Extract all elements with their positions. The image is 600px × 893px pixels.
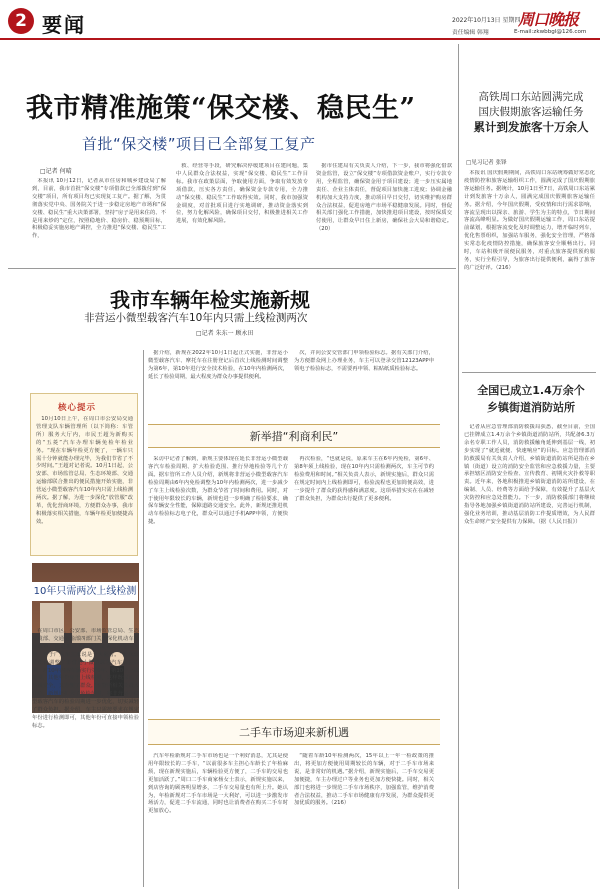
email-line: E-mail:zkwbbgl@126.com — [514, 29, 587, 35]
car-column-c: 采访中记者了解到，新规主要体现在延长非营运小微型载客汽车检验周期、扩大检验范围、推行异地检验等几个方面。据车管所工作人员介绍，新规将非营运小微型载客汽车检验周期由6年内免检调整为10年内检测两次，进一步减少了车主上线检验次数，为群众节省了时间和费用。同时，对于使用年限较长的车辆，新规也进一步明确了检验要求，确保车辆安全性能，保障道路交通安全。此外，新规还推进机动车检验标志电子化，群众可以通过手机APP申领，方便快捷。 — [148, 456, 288, 526]
sidebar-bottom-title-line-1: 全国已成立1.4万余个 — [477, 384, 585, 397]
core-tip-text: 10月10日上午，在周口市公安局交通管理支队车辆管理所（以下简称：车管所）服务大厅内，市民王超为新购买的“五菱”汽车办理车辆免检年检业务。“现在车辆年检更方便了，一辆车只需十分钟就能办理完毕，为我们节省了不少时间。”王超对记者说。10月1日起，公安部、市场监管总局、生态环境部、交通运输部联合推出的便民措施开始实施，非营运小微型载客汽车10年内只需上线检测两次。据了解，为进一步深化“放管服”改革，优化营商环境，方便群众办事，我市积极落实相关措施，车辆年检更加便捷高效。 — [36, 416, 133, 525]
car-column-d: 再次检验，“也就是说，原来车主在6年内免检，第6年、第8年须上线检验，现在10年内只需检测两次，车主可节约检验费用和时间。”相关负责人表示，新规实施后，群众只需在规定时间内上线检测即可，检验流程也更加简便高效，进一步提升了群众的获得感和满意度。这项举措实实在在减轻了群众负担，为群众出行提供了更多便利。 — [294, 456, 434, 502]
header-rule — [0, 38, 600, 40]
car-headline: 我市车辆年检实施新规 — [110, 288, 310, 312]
subhead-new-measures-text: 新举措“利商利民” — [249, 430, 339, 443]
car-subheadline: 非营运小微型载客汽车10年内只需上线检测两次 — [84, 312, 308, 324]
date-line: 2022年10月13日 星期四 — [452, 17, 521, 24]
lead-bottom-rule — [8, 268, 456, 269]
lead-column-2: 救、经营等手段，研究解决停缓建项目在建问题，集中人民群众合法权益，实现“保交楼、稳民生”工作目标。我市在政策层面，争取使用方面，争取有效发放专项借款，压实各方责任，确保资金专款专用，全力推动“保交楼、稳民生”工作取得实效。同时，我市加强资金调度，对首批项目进行实地调研，推动资金落实到位，努力化解风险，确保项目交付，积极推进相关工作进展，有效化解风险。 — [176, 163, 308, 225]
lead-subheadline: 首批“保交楼”项目已全部复工复产 — [82, 135, 316, 153]
car-column-b: 次，并向公安交管部门申领检验标志。据有关部门介绍，为方便群众网上办理业务，车主可以登录交管12123APP申领电子检验标志，不需要再申领、粘贴纸质检验标志。 — [294, 350, 434, 372]
car-column-f: 汽车年检新规对二手车市场也是一个利好消息，尤其是使用年限较长的二手车，“以前很多车主担心车龄长了年检麻烦，现在新规实施后，车辆检验更方便了，二手车的交易也更加活跃了。”周口二手车商家杨女士表示，新规实施以来，到店咨询的顾客明显增多，二手车交易量也有所上升。她认为，年检新规对二手车市场是一大利好，可以进一步激发市场活力，促进二手车流通，同时也让消费者在购买二手车时更加放心。 — [148, 753, 288, 815]
lead-headline: 我市精准施策“保交楼、稳民生” — [26, 93, 416, 124]
subhead-used-car-text: 二手车市场迎来新机遇 — [239, 726, 349, 739]
page-number-badge: 2 — [8, 8, 34, 34]
editor-line: 责任编辑 韩翔 — [452, 30, 489, 36]
car-column-e: 在周口市区，公安部、市场监管总局、生态环境部、交通运输部四部门关于深化机动车检验改革、推进机动车检验便民利民措施的实施，对于广大车主来说是一大福音。“此次改革优化调整了非营运小微型载客汽车检验周期，对10年内的车辆实行第6年、第10年上线检测，其他年份免于上线检测，这样既保证了车辆安全，又方便了群众。”车管所相关负责人介绍，新规还扩大了免检范围，将非营运小微型载客汽车的检验周期进一步优化，切实减轻了群众负担。据介绍，车主只需按要求在规定年份进行检测即可，其他年份可直接申领检验标志。 — [32, 628, 139, 729]
sidebar-top-title — [466, 90, 596, 135]
car-story-left-rule — [143, 350, 144, 887]
sidebar-top-body: 本报讯 国庆假期期间，高铁周口东站统筹做好常态化疫情防控和旅客运输组织工作，圆满完成了国庆假期旅客运输任务。据统计，10月1日至7日，高铁周口东站累计到发旅客十万余人，圆满完成国庆假期旅客运输任务。据介绍，今年国庆假期，受疫情和出行需求影响，客流呈现出以探亲、旅游、学生为主的特点，节日期间客流高峰明显。为做好国庆假期运输工作，周口东站提前谋划，根据客流变化及时调整运力，增开临时列车，优化售票组织，加强站车服务，强化安全管理，严格落实常态化疫情防控措施，确保旅客安全顺畅出行。同时，车站积极开展便民服务，对重点旅客提供预约服务，实行全程引导，为旅客出行提供便利，赢得了旅客的广泛好评。（216） — [464, 170, 595, 271]
lead-column-3: 据市住建局有关负责人介绍，下一步，我市将强化借款资金监管，设立“保交楼”专项借款资金账户，实行专款专用，全程监管，确保资金用于项目建设；进一步压实属地责任、企业主体责任，督促项目加快施工进度；协调金融机构加大支持力度，推动项目早日交付，切实维护购房群众合法权益，促进房地产市场平稳健康发展。同时，督促相关部门强化工作措施，加快推进项目建设，按时保质交付使用，让群众早日住上新房，确保社会大局和谐稳定。（20） — [316, 163, 452, 233]
sidebar-top-title-line-3: 累计到发旅客十万余人 — [473, 120, 589, 134]
brand-logo: 周口晚报 — [518, 10, 579, 29]
lead-byline: □记者 何晴 — [40, 168, 72, 175]
sidebar-bottom-title — [466, 382, 596, 416]
sidebar-top-byline: □见习记者 张锋 — [466, 160, 507, 166]
subhead-ten-years: 10年只需两次上线检测 — [32, 582, 138, 601]
car-column-g: “随着车龄10年检测两次，15年以上一年一检政策的推出，将更加方便使用周期较长的车辆，对于二手车市场来说，是非常好的机遇。”据介绍，新规实施后，二手车交易更加便捷，车主办理过户等业务也更加方便快捷。同时，相关部门也将进一步规范二手车市场秩序，加强监管，维护消费者合法权益，推动二手车市场健康有序发展，为群众提供更加优质的服务。（216） — [294, 753, 434, 807]
car-byline: □记者 朱东一 顾永田 — [196, 330, 254, 337]
core-tip-label: 核心提示 — [58, 403, 97, 413]
sidebar-bottom-title-line-2: 乡镇街道消防站所 — [487, 401, 575, 414]
car-column-a: 据介绍，新规在2022年10月1日起正式实施，非营运小微型载客汽车、摩托车在注册登记后首次上线检测时间调整为第6年，第10年进行安全技术检验，在10年内检测两次，延长了检验周期，最大程度为群众办事提供便利。 — [148, 350, 288, 380]
sidebar-top-title-line-2: 国庆假期旅客运输任务 — [478, 106, 584, 118]
sidebar-mid-rule — [462, 372, 596, 373]
sidebar-top-title-line-1: 高铁周口东站圆满完成 — [478, 91, 584, 103]
lead-column-1: 本报讯 10月12日，记者从市住房和城乡建设局了解到，目前，我市首批“保交楼”专项借款已全部拨付到“保交楼”项目，所有项目均已实现复工复产。据了解，为贯彻落实党中央、国务院关于进一步稳定房地产市场和“保交楼、稳民生”重大决策部署，坚持“房子是用来住的、不是用来炒的”定位，按照稳地价、稳房价、稳预期目标，积极稳妥实施房地产调控，全力推进“保交楼、稳民生”工作， — [32, 178, 166, 240]
sidebar-divider — [458, 44, 459, 889]
sidebar-bottom-body: 记者从应急管理部消防救援局获悉，截至目前，全国已挂牌成立1.4万余个乡镇街道消防站所，共配备6.3万余名专职工作人员，消防救援触角延伸到基层一线，初步实现了“就近就便、快速响应”的目标。应急管理部消防救援局有关负责人介绍，乡镇街道消防站所是指在乡镇（街道）设立的消防安全监管和应急救援力量，主要承担辖区消防安全检查、宣传教育、初期火灾扑救等职责。近年来，各地积极推进乡镇街道消防站所建设，在编制、人员、经费等方面给予保障，有效提升了基层火灾防控和应急处置能力。下一步，消防救援部门将继续指导各地加强乡镇街道消防站所建设，完善运行机制，强化业务培训，推动基层消防工作提质增效，为人民群众生命财产安全提供有力保障。（据《人民日报》） — [464, 424, 595, 525]
section-title: 要闻 — [42, 13, 86, 37]
